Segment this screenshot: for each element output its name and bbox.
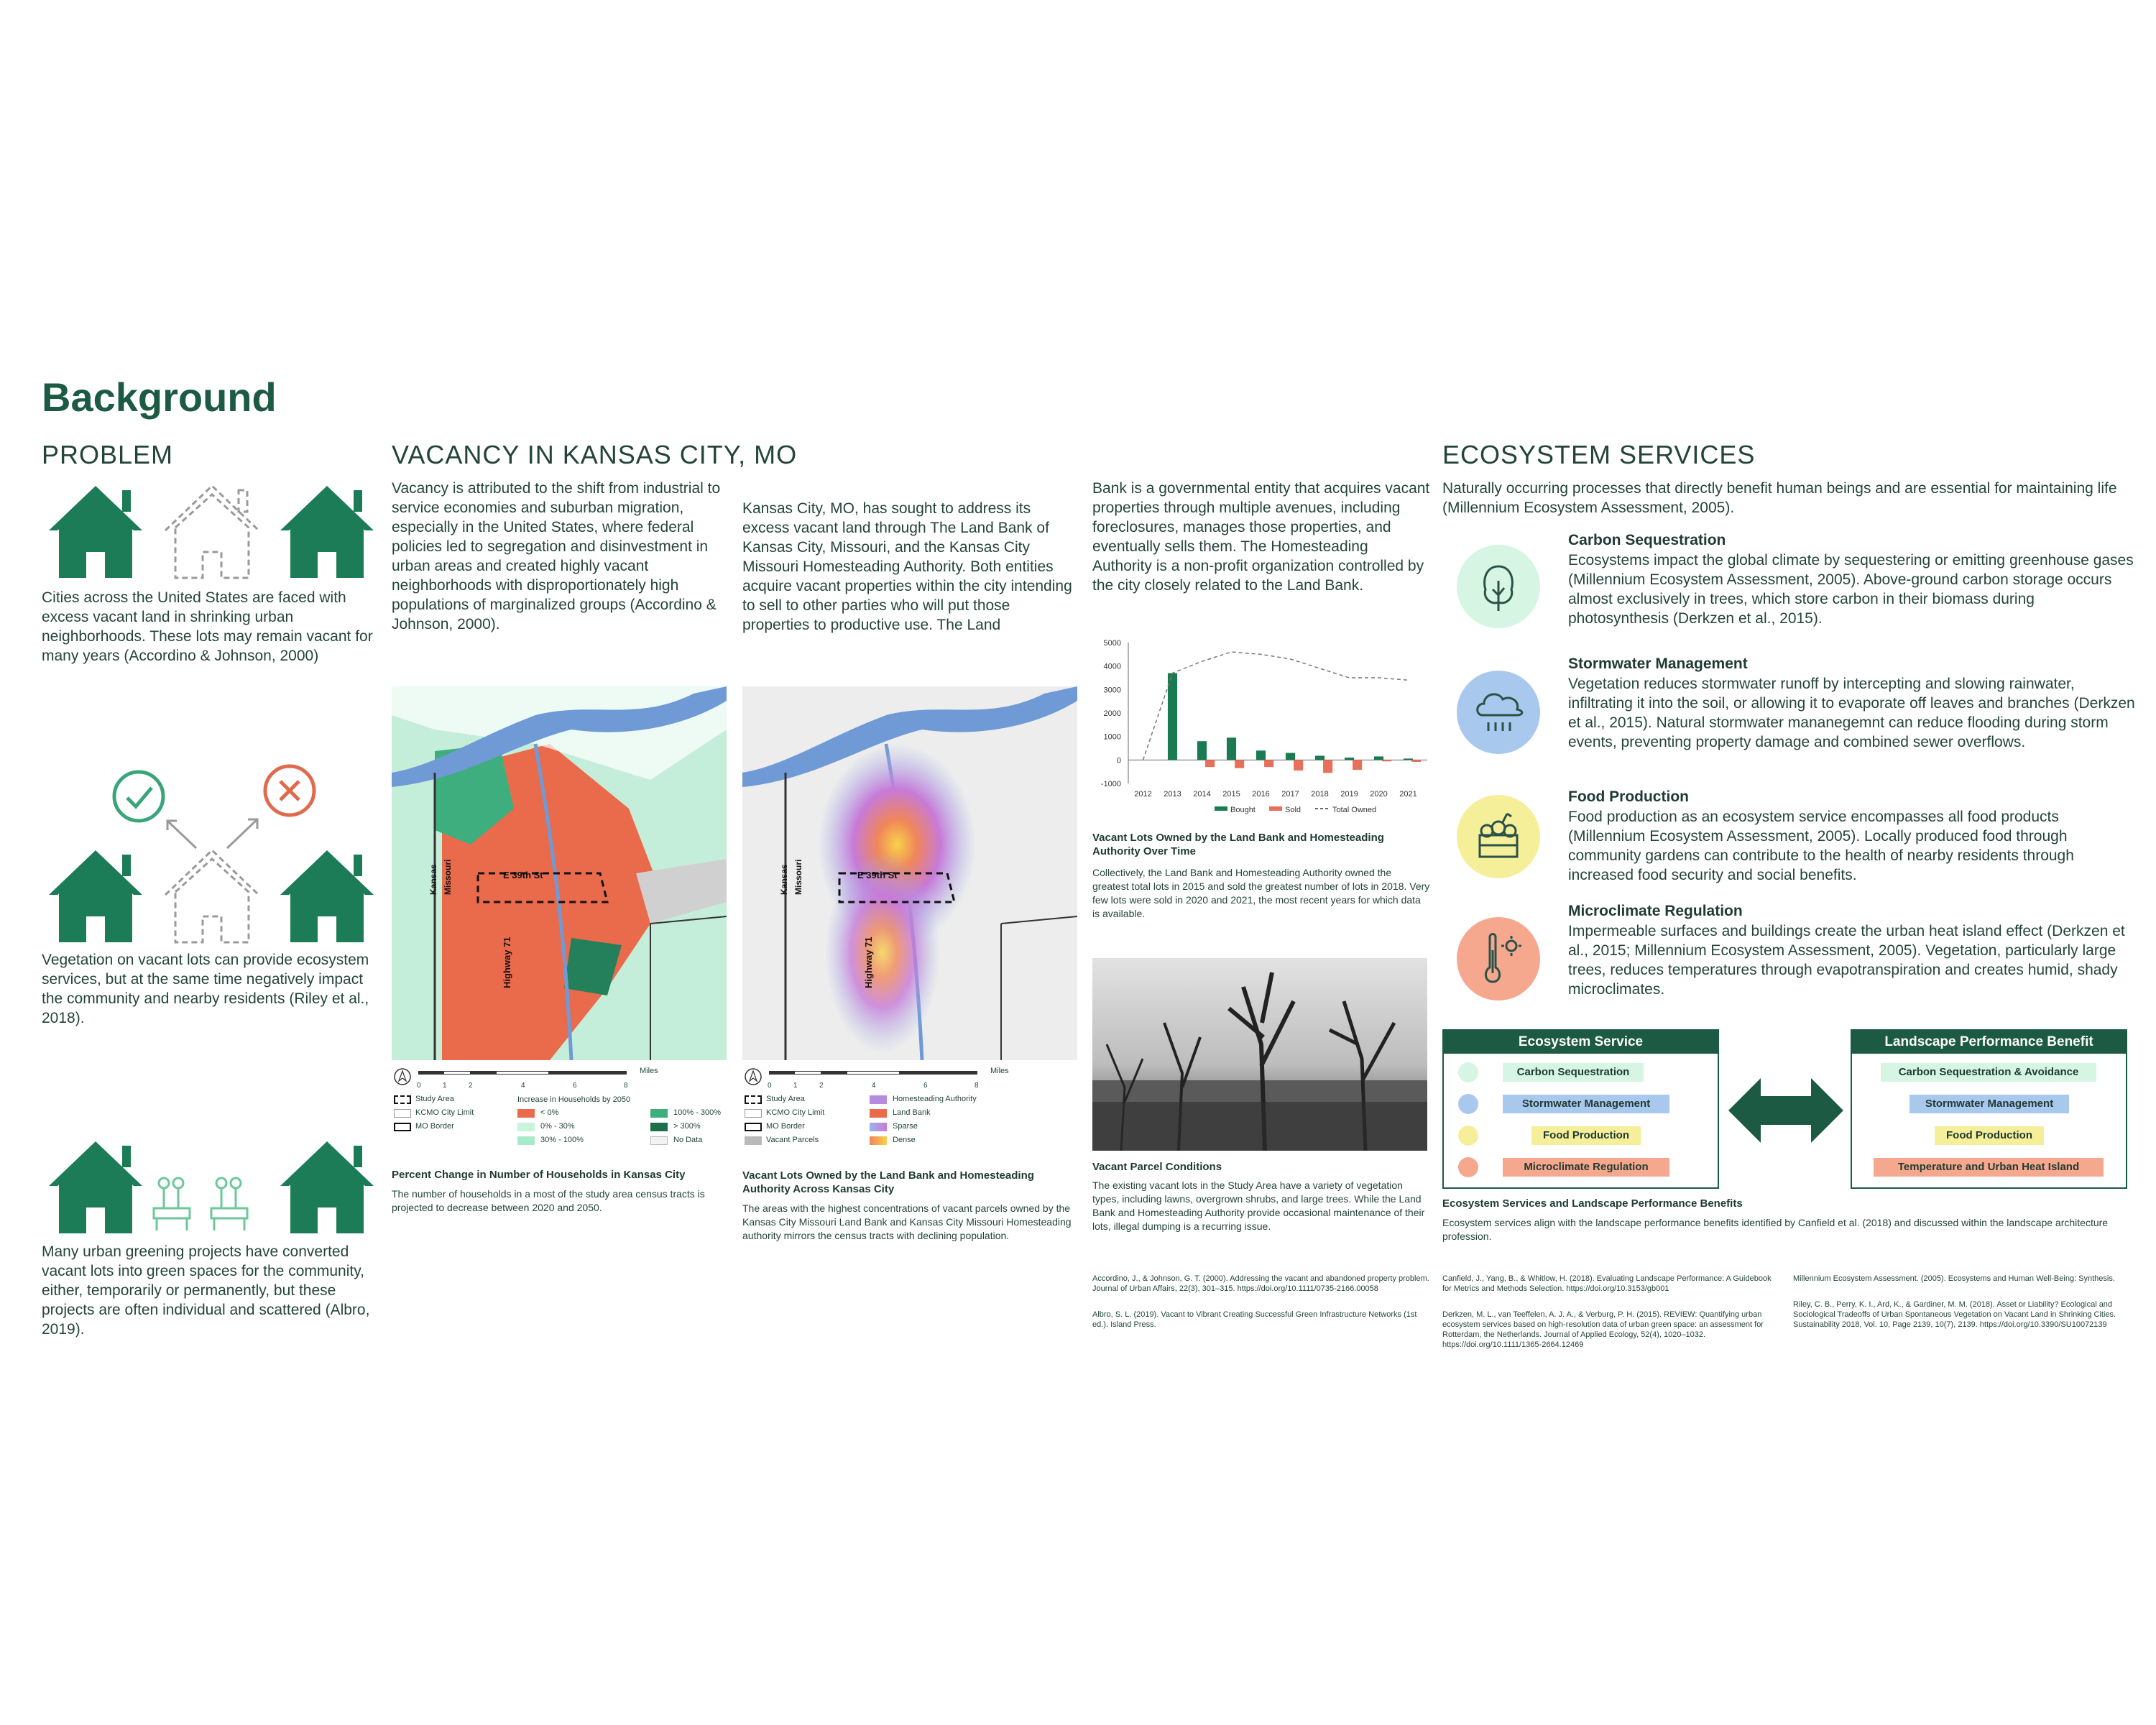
es-item: Stormwater Management <box>1503 1095 1669 1113</box>
bar-sold <box>1264 760 1273 767</box>
lpb-item: Food Production <box>1935 1126 2044 1145</box>
thermometer-sun-icon <box>1457 917 1540 1000</box>
bar-sold <box>1353 760 1362 770</box>
x-tick-label: 2017 <box>1281 790 1299 799</box>
green-space-illustration <box>42 1136 379 1236</box>
problem-heading: PROBLEM <box>42 440 174 469</box>
legend-range: 30% - 100% <box>540 1136 584 1144</box>
legend-dense: Dense <box>893 1136 916 1144</box>
legend-city-limit: KCMO City Limit <box>415 1108 474 1117</box>
es-item: Microclimate Regulation <box>1503 1158 1669 1177</box>
legend-range: 100% - 300% <box>673 1108 722 1117</box>
house-icon <box>49 850 142 942</box>
service-title: Stormwater Management <box>1568 656 1748 672</box>
arrow-icon <box>167 819 257 848</box>
reference: Accordino, J., & Johnson, G. T. (2000). Addressing the vacant and abandoned property problem. Journal of Urban Affairs, 22(3), 301–315. https://doi.org/10.1111/0735-2166.00058 <box>1092 1274 1429 1293</box>
rain-cloud-icon <box>1458 1094 1478 1114</box>
y-tick-label: 5000 <box>1103 639 1121 648</box>
problem-text-2: Vegetation on vacant lots can provide ecosystem services, but at the same time negatively impact the community and nearby residents (Riley et al., 2018). <box>42 952 369 1026</box>
y-tick-label: 1000 <box>1103 732 1121 742</box>
service-title: Food Production <box>1568 788 1689 805</box>
scale-label: 2 <box>819 1082 824 1090</box>
legend-range: No Data <box>673 1136 703 1144</box>
bar-sold <box>1205 760 1215 767</box>
map2-state-label: Kansas <box>779 864 789 895</box>
bar-bought <box>1315 755 1325 760</box>
map2-text: The areas with the highest concentrations of vacant parcels owned by the Kansas City Missouri Land Bank and Kansas City Missouri Homesteading authority mirrors the census tracts with declining population. <box>742 1202 1072 1241</box>
x-tick-label: 2019 <box>1340 790 1358 799</box>
service-title: Carbon Sequestration <box>1568 532 1726 548</box>
bar-bought <box>1345 758 1354 760</box>
legend-homesteading: Homesteading Authority <box>893 1095 977 1103</box>
scale-label: 1 <box>793 1082 798 1090</box>
es-item: Food Production <box>1531 1126 1641 1145</box>
map2-highway-label: Highway 71 <box>863 937 874 988</box>
map2-street-label: E 39th St <box>857 870 898 880</box>
box-title: Ecosystem Service <box>1444 1031 1718 1054</box>
ecosystem-intro: Naturally occurring processes that directly benefit human beings and are essential for maintaining life (Millennium Ecosystem Assessment, 2005). <box>1442 480 2117 516</box>
legend-sparse: Sparse <box>893 1122 918 1131</box>
produce-crate-icon <box>1458 1126 1478 1146</box>
scale-label: 8 <box>624 1082 628 1090</box>
x-tick-label: 2021 <box>1399 790 1417 799</box>
vacancy-heading: VACANCY IN KANSAS CITY, MO <box>392 440 798 469</box>
lpb-item: Carbon Sequestration & Avoidance <box>1881 1063 2096 1082</box>
scale-label: 2 <box>469 1082 473 1090</box>
legend-range: > 300% <box>673 1122 701 1131</box>
x-tick-label: 2020 <box>1370 790 1388 799</box>
y-tick-label: 4000 <box>1103 662 1121 671</box>
legend-mo-border: MO Border <box>766 1122 805 1131</box>
vacant-house-icon <box>165 486 259 578</box>
map1-state-label: Missouri <box>443 859 453 895</box>
map2-state-label: Missouri <box>793 859 803 895</box>
map1-highway-label: Highway 71 <box>502 937 512 988</box>
bar-bought <box>1197 741 1207 760</box>
scale-label: 6 <box>923 1082 928 1090</box>
tree-icon <box>1458 1062 1478 1082</box>
house-icon <box>280 1141 374 1233</box>
legend-land-bank: Land Bank <box>893 1108 931 1117</box>
household-change-map <box>392 686 727 1060</box>
vacant-house-icon <box>165 850 259 942</box>
ecosystem-heading: ECOSYSTEM SERVICES <box>1442 440 1756 469</box>
service-text: Impermeable surfaces and buildings create the urban heat island effect (Derkzen et al., 2015; Millennium Ecosystem Assessment, 2005). Vegetation, particularly large trees, reduces temperatures through evapotranspiration and creates humid, shady microclimates. <box>1568 923 2125 998</box>
flower-planter-icon <box>211 1178 247 1230</box>
x-tick-label: 2016 <box>1252 790 1270 799</box>
y-tick-label: 2000 <box>1103 709 1121 718</box>
house-icon <box>280 850 374 942</box>
legend-label-bought: Bought <box>1230 806 1256 814</box>
bar-bought <box>1286 753 1295 760</box>
map1-text: The number of households in a most of the study area census tracts is projected to decrease between 2020 and 2050. <box>392 1188 705 1213</box>
photo-caption: Vacant Parcel Conditions <box>1092 1161 1222 1173</box>
vacant-house-illustration-1 <box>42 480 379 581</box>
vacant-house-illustration-2 <box>42 762 379 949</box>
es-item: Carbon Sequestration <box>1503 1063 1644 1082</box>
thermometer-sun-icon <box>1458 1157 1478 1177</box>
ecosystem-service-box <box>1442 1029 1719 1189</box>
vacancy-text-1: Vacancy is attributed to the shift from industrial to service economies and suburban migration, especially in the United States, where federal policies led to segregation and disinvestment in urban areas and created highly vacant neighborhoods with disproportionately high populations of marginalized groups (Accordino & Johnson, 2000). <box>392 480 721 632</box>
y-tick-label: 0 <box>1116 756 1121 765</box>
legend-swatch-bought <box>1215 806 1227 811</box>
reference: Derkzen, M. L., van Teeffelen, A. J. A., & Verburg, P. H. (2015). REVIEW: Quantifying urban ecosystem services based on high-resolution data of urban green space: an assessment for Rotterdam, the Netherlands. Journal of Applied Ecology, 52(4), 1020–1032. https://doi.org/10.1111/1365-2664.12469 <box>1442 1310 1764 1349</box>
x-tick-label: 2015 <box>1222 790 1240 799</box>
x-tick-label: 2018 <box>1311 790 1329 799</box>
bar-sold <box>1411 760 1421 762</box>
scale-label: 6 <box>573 1082 577 1090</box>
scale-units: Miles <box>640 1067 658 1075</box>
photo-text: The existing vacant lots in the Study Area have a variety of vegetation types, including lawns, overgrown shrubs, and large trees. While the Land Bank and Homesteading Authority provide occasional maintenance of their lots, illegal dumping is a recurring issue. <box>1092 1179 1425 1232</box>
bar-bought <box>1168 673 1177 760</box>
house-icon <box>280 486 374 578</box>
bar-sold <box>1382 760 1391 761</box>
problem-text-1: Cities across the United States are faced with excess vacant land in shrinking urban neighborhoods. These lots may remain vacant for many years (Accordino & Johnson, 2000) <box>42 589 373 664</box>
ecosystem-caption: Ecosystem Services and Landscape Performance Benefits <box>1442 1197 1743 1210</box>
scale-label: 8 <box>975 1082 979 1090</box>
problem-text-3: Many urban greening projects have converted vacant lots into green spaces for the community, either, temporarily or permanently, but these projects are often individual and scattered (Albro, 2019). <box>42 1243 370 1338</box>
house-icon <box>49 1141 142 1233</box>
service-title: Microclimate Regulation <box>1568 903 1743 919</box>
ecosystem-caption-text: Ecosystem services align with the landscape performance benefits identified by Canfield et al. (2018) and discussed within the landscape architecture profession. <box>1442 1217 2109 1242</box>
reference: Riley, C. B., Perry, K. I., Ard, K., & Gardiner, M. M. (2018). Asset or Liability? Ecological and Sociological Tradeoffs of Urban Spontaneous Vegetation on Vacant Land in Shrinking Cities. Sustainability 2018, Vol. 10, Page 2139, 10(7), 2139. https://doi.org/10.3390/SU10072139 <box>1793 1300 2116 1329</box>
vacancy-text-3: Bank is a governmental entity that acquires vacant properties through multiple avenues, including foreclosures, manages those properties, and eventually sells them. The Homesteading Authority is a non-profit organization controlled by the city closely related to the Land Bank. <box>1092 480 1430 594</box>
reference: Canfield, J., Yang, B., & Whitlow, H. (2018). Evaluating Landscape Performance: A Guidebook for Metrics and Methods Selection. https://doi.org/10.3153/gb001 <box>1442 1274 1772 1293</box>
map1-caption: Percent Change in Number of Households in Kansas City <box>392 1169 686 1181</box>
x-mark-icon <box>265 766 314 815</box>
legend-range: < 0% <box>540 1108 559 1117</box>
map1-street-label: E 39th St <box>503 870 543 880</box>
bar-sold <box>1235 760 1244 768</box>
landscape-benefit-box <box>1851 1029 2127 1189</box>
vacant-lots-chart <box>1092 632 1437 823</box>
legend-city-limit: KCMO City Limit <box>766 1108 825 1117</box>
legend-mo-border: MO Border <box>415 1122 454 1131</box>
service-text: Ecosystems impact the global climate by sequestering or emitting greenhouse gases (Millennium Ecosystem Assessment, 2005). Above-ground carbon storage occurs almost exclusively in trees, which store carbon in their biomass during photosynthesis (Derkzen et al., 2015). <box>1568 552 2134 627</box>
y-tick-label: -1000 <box>1100 780 1121 788</box>
rain-cloud-icon <box>1457 671 1540 754</box>
map1-state-label: Kansas <box>428 864 438 895</box>
scale-label: 0 <box>768 1082 772 1090</box>
scale-label: 4 <box>872 1082 876 1090</box>
x-tick-label: 2013 <box>1164 790 1181 799</box>
x-tick-label: 2012 <box>1134 790 1152 799</box>
legend-label-sold: Sold <box>1285 806 1302 814</box>
bar-bought <box>1374 756 1383 760</box>
legend-title: Increase in Households by 2050 <box>517 1095 631 1104</box>
vacant-parcel-photo <box>1092 958 1427 1151</box>
produce-crate-icon <box>1457 795 1540 878</box>
bar-sold <box>1323 760 1332 773</box>
page-title: Background <box>42 374 277 420</box>
service-text: Vegetation reduces stormwater runoff by intercepting and slowing rainwater, infiltrating it into the soil, or allowing it to evaporate off leaves and branches (Derkzen et al., 2015). Natural stormwater mananegemnt can reduce flooding during storm events, preventing property damage and combined sewer overflows. <box>1568 676 2135 750</box>
scale-label: 4 <box>521 1082 525 1090</box>
legend-study-area: Study Area <box>766 1095 805 1103</box>
reference: Albro, S. L. (2019). Vacant to Vibrant Creating Successful Green Infrastructure Networks (1st ed.). Island Press. <box>1092 1310 1417 1329</box>
reference: Millennium Ecosystem Assessment. (2005). Ecosystems and Human Well-Being: Synthesis. <box>1793 1274 2115 1283</box>
bar-bought <box>1256 750 1266 760</box>
checkmark-icon <box>114 772 163 821</box>
scale-label: 1 <box>443 1082 447 1090</box>
lpb-item: Temperature and Urban Heat Island <box>1874 1158 2104 1177</box>
chart-text: Collectively, the Land Bank and Homesteading Authority owned the greatest total lots in 2015 and sold the greatest number of lots in 2018. Very few lots were sold in 2020 and 2021, the most recent years for which data is available. <box>1092 867 1430 919</box>
legend-vacant-parcels: Vacant Parcels <box>766 1136 819 1144</box>
tree-icon <box>1457 545 1540 628</box>
vacancy-text-2: Kansas City, MO, has sought to address its excess vacant land through The Land Bank of Kansas City, Missouri, and the Kansas City Missouri Homesteading Authority. Both entities acquire vacant properties within the city intending to sell to other parties who will put those properties to productive use. The Land <box>742 500 1072 633</box>
scale-units: Miles <box>990 1067 1009 1075</box>
y-tick-label: 3000 <box>1103 686 1121 695</box>
box-title: Landscape Performance Benefit <box>1852 1031 2126 1054</box>
double-arrow-icon <box>1728 1078 1843 1143</box>
house-icon <box>49 486 142 578</box>
flower-planter-icon <box>154 1178 190 1230</box>
vacant-lots-heatmap <box>742 686 1077 1060</box>
legend-swatch-sold <box>1269 806 1282 811</box>
legend-study-area: Study Area <box>415 1095 454 1103</box>
x-tick-label: 2014 <box>1193 790 1211 799</box>
bar-bought <box>1404 758 1413 760</box>
legend-label-total: Total Owned <box>1332 806 1377 814</box>
lpb-item: Stormwater Management <box>1909 1095 2069 1113</box>
legend-range: 0% - 30% <box>540 1122 575 1131</box>
service-text: Food production as an ecosystem service encompasses all food products (Millennium Ecosystem Assessment, 2005). Locally produced food through community gardens can contribute to the health of nearby residents through increased food security and social benefits. <box>1568 809 2074 883</box>
map2-caption: Vacant Lots Owned by the Land Bank and Homesteading Authority Across Kansas City <box>742 1169 1034 1195</box>
bar-bought <box>1227 737 1236 760</box>
line-total-owned <box>1143 652 1409 760</box>
bar-sold <box>1294 760 1303 770</box>
chart-caption: Vacant Lots Owned by the Land Bank and Homesteading Authority Over Time <box>1092 832 1384 857</box>
scale-label: 0 <box>417 1082 421 1090</box>
